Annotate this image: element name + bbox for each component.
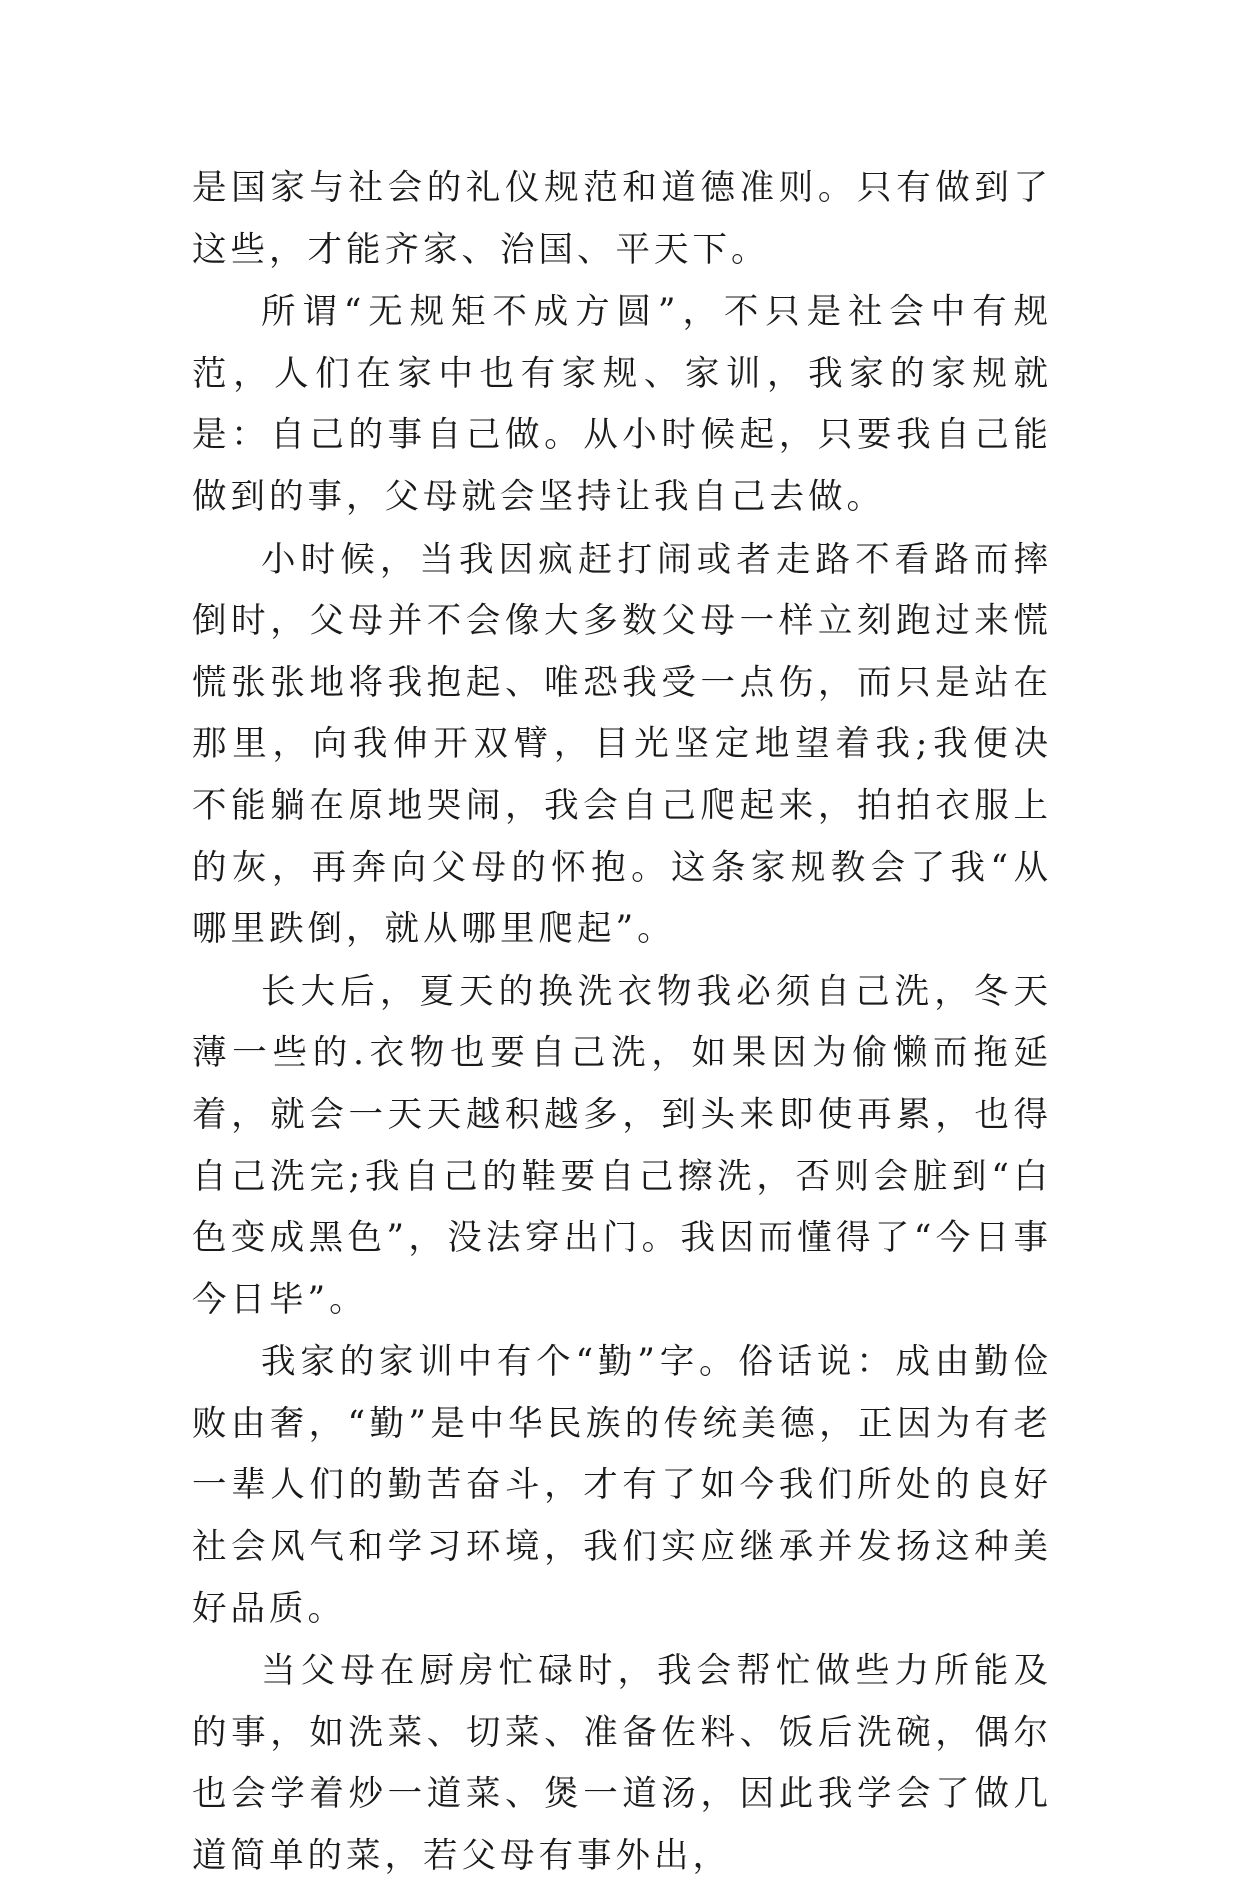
paragraph-family-rules: 所谓“无规矩不成方圆”，不只是社会中有规范，人们在家中也有家规、家训，我家的家规就是：自己的事自己做。从小时候起，只要我自己能做到的事，父母就会坚持让我自己去做。 — [192, 292, 1052, 517]
essay-body — [192, 158, 1052, 1889]
paragraph-childhood-fall: 小时候，当我因疯赶打闹或者走路不看路而摔倒时，父母并不会像大多数父母一样立刻跑过来慌慌张张地将我抱起、唯恐我受一点伤，而只是站在那里，向我伸开双臂，目光坚定地望着我;我便决不能躺在原地哭闹，我会自己爬起来，拍拍衣服上的灰，再奔向父母的怀抱。这条家规教会了我“从哪里跌倒，就从哪里爬起”。 — [192, 539, 1052, 950]
paragraph-kitchen-help: 当父母在厨房忙碌时，我会帮忙做些力所能及的事，如洗菜、切菜、准备佐料、饭后洗碗，偶尔也会学着炒一道菜、煲一道汤，因此我学会了做几道简单的菜，若父母有事外出， — [192, 1651, 1052, 1877]
paragraph-laundry: 长大后，夏天的换洗衣物我必须自己洗，冬天薄一些的.衣物也要自己洗，如果因为偷懒而拖延着，就会一天天越积越多，到头来即使再累，也得自己洗完;我自己的鞋要自己擦洗，否则会脏到“白色变成黑色”，没法穿出门。我因而懂得了“今日事今日毕”。 — [192, 971, 1052, 1320]
paragraph-diligence: 我家的家训中有个“勤”字。俗话说：成由勤俭败由奢，“勤”是中华民族的传统美德，正因为有老一辈人们的勤苦奋斗，才有了如今我们所处的良好社会风气和学习环境，我们实应继承并发扬这种美好品质。 — [192, 1342, 1052, 1629]
paragraph-continued: 是国家与社会的礼仪规范和道德准则。只有做到了这些，才能齐家、治国、平天下。 — [192, 168, 1052, 270]
